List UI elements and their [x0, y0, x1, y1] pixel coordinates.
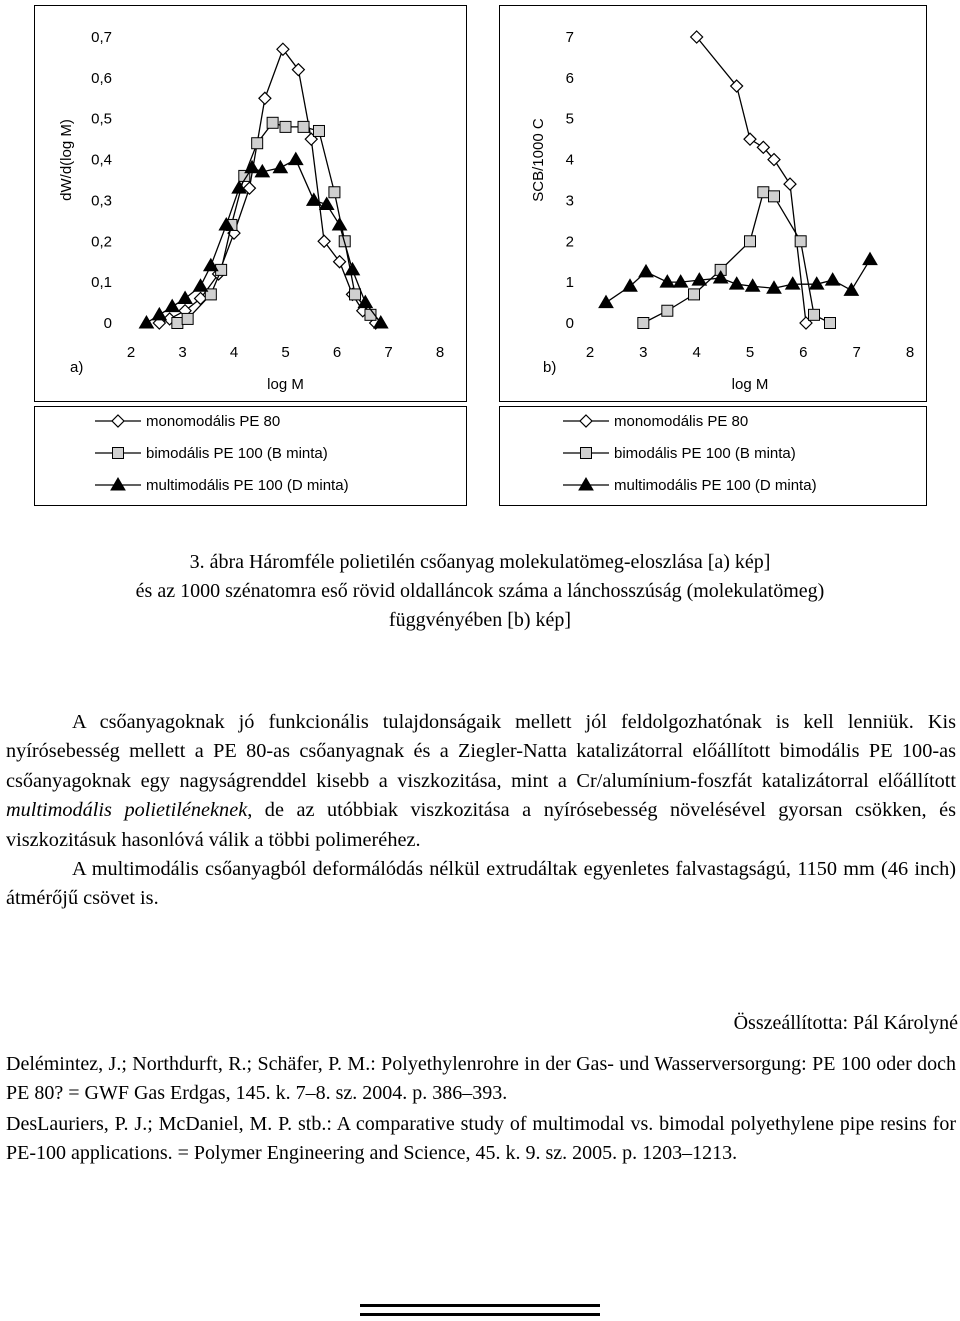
panel-label: b) [543, 359, 557, 376]
data-point-square [350, 289, 361, 300]
data-point-diamond [318, 235, 330, 247]
data-point-diamond [195, 292, 207, 304]
x-tick-label: 5 [745, 344, 755, 361]
data-point-square [182, 313, 193, 324]
series-line [643, 192, 830, 323]
figure-caption [0, 548, 960, 635]
data-point-triangle [178, 291, 192, 303]
reference-2: DesLauriers, P. J.; McDaniel, M. P. stb.: A comparative study of multimodal vs. bimodal polyethylene pipe resins for PE-100 applications. = Polymer Engineering and Science, 45. k. 9. sz. 2005. p. 1203–1213. [6, 1113, 956, 1164]
end-rule-bottom [360, 1313, 600, 1316]
reference-1: Delémintez, J.; Northdurft, R.; Schäfer, P. M.: Polyethylenrohre in der Gas- und Wasserversorgung: PE 100 oder doch PE 80? = GWF Gas Erdgas, 145. k. 7–8. sz. 2004. p. 386–393. [6, 1053, 956, 1104]
x-tick-label: 8 [905, 344, 915, 361]
data-point-triangle [333, 218, 347, 230]
legend-marker-triangle [579, 478, 593, 490]
body-text [6, 708, 956, 914]
y-axis-title: SCB/1000 C [530, 118, 547, 202]
series-line [159, 49, 375, 323]
y-tick-label: 6 [565, 69, 574, 87]
data-point-square [172, 318, 183, 329]
panel-label: a) [70, 359, 84, 376]
references [6, 1050, 956, 1170]
data-point-triangle [826, 273, 840, 285]
data-point-square [267, 117, 278, 128]
x-axis-title: log M [731, 376, 769, 393]
y-tick-label: 2 [565, 233, 574, 251]
data-point-triangle [289, 153, 303, 165]
signature: Összeállította: Pál Károlyné [733, 1012, 958, 1034]
y-tick-label: 0,3 [91, 192, 112, 210]
data-point-square [758, 187, 769, 198]
legend-marker-triangle [111, 478, 125, 490]
legend-label: monomodális PE 80 [146, 413, 281, 430]
legend-label: multimodális PE 100 (D minta) [146, 477, 349, 494]
data-point-triangle [152, 308, 166, 320]
legend-marker-diamond [580, 415, 592, 427]
data-point-square [313, 125, 324, 136]
data-point-square [662, 305, 673, 316]
data-point-square [329, 187, 340, 198]
data-point-diamond [744, 133, 756, 145]
x-tick-label: 3 [178, 344, 187, 361]
data-point-diamond [259, 92, 271, 104]
data-point-triangle [245, 161, 259, 173]
data-point-square [298, 121, 309, 132]
y-axis-title: dW/d(log M) [58, 119, 75, 201]
legend-label: monomodális PE 80 [614, 413, 749, 430]
data-point-diamond [277, 43, 289, 55]
data-point-diamond [292, 64, 304, 76]
y-tick-label: 0,1 [91, 274, 112, 292]
x-tick-label: 6 [799, 344, 808, 361]
chart-a [58, 29, 444, 393]
data-point-diamond [334, 256, 346, 268]
data-point-square [795, 236, 806, 247]
data-point-triangle [730, 277, 744, 289]
data-point-square [809, 309, 820, 320]
paragraph-1-part-2: , de az utóbbiak viszkozitása a nyírósebesség növelésével gyorsan csökken, és viszkozitásuk hasonlóvá válik a többi polimeréhez. [6, 799, 956, 851]
x-tick-label: 4 [692, 344, 701, 361]
data-point-square [638, 318, 649, 329]
caption-line-2: és az 1000 szénatomra eső rövid oldalláncok száma a lánchosszúság (molekulatömeg) [135, 580, 825, 602]
y-tick-label: 3 [565, 192, 574, 210]
legend-marker-diamond [112, 415, 124, 427]
y-tick-label: 5 [565, 110, 574, 128]
data-point-square [280, 121, 291, 132]
y-tick-label: 0,7 [91, 29, 112, 46]
paragraph-1-part-1: A csőanyagoknak jó funkcionális tulajdonságaik mellett jól feldolgozhatónak is kell lenniük. Kis nyírósebesség mellett a PE 80-as csőanyagnak és a Ziegler-Natta katalizátorral előállított bimodális PE 100-as csőanyagoknak egy nagyságrenddel kisebb a viszkozitása, mint a Cr/alumínium-foszfát katalizátorral előállított [6, 711, 956, 792]
legend-marker-square [113, 448, 124, 459]
y-tick-label: 0,6 [91, 69, 112, 87]
y-tick-label: 7 [565, 29, 574, 46]
x-tick-label: 8 [435, 344, 445, 361]
data-point-triangle [165, 300, 179, 312]
data-point-triangle [863, 253, 877, 265]
data-point-square [745, 236, 756, 247]
data-point-triangle [639, 265, 653, 277]
legend-label: bimodális PE 100 (B minta) [614, 445, 796, 462]
y-tick-label: 4 [565, 151, 574, 169]
data-point-triangle [786, 277, 800, 289]
y-tick-label: 0 [565, 315, 574, 332]
paragraph-2: A multimodális csőanyagból deformálódás nélkül extrudáltak egyenletes falvastagságú, 1150 mm (46 inch) átmérőjű csövet is. [6, 858, 956, 910]
x-tick-label: 3 [639, 344, 648, 361]
x-tick-label: 2 [585, 344, 595, 361]
data-point-triangle [273, 161, 287, 173]
caption-line-3: függvényében [b) kép] [388, 609, 572, 631]
x-tick-label: 7 [384, 344, 393, 361]
data-point-square [769, 191, 780, 202]
x-tick-label: 5 [281, 344, 290, 361]
legend-marker-square [581, 448, 592, 459]
x-axis-title: log M [267, 376, 304, 393]
x-tick-label: 6 [332, 344, 342, 361]
y-tick-label: 0,2 [91, 233, 112, 251]
legend-label: multimodális PE 100 (D minta) [614, 477, 817, 494]
data-point-triangle [194, 279, 208, 291]
y-tick-label: 0,5 [91, 110, 112, 128]
legend-label: bimodális PE 100 (B minta) [146, 445, 328, 462]
data-point-triangle [844, 283, 858, 295]
paragraph-1 [6, 708, 956, 855]
data-point-square [252, 138, 263, 149]
charts-svg [0, 0, 960, 520]
data-point-triangle [660, 275, 674, 287]
x-tick-label: 7 [852, 344, 861, 361]
y-tick-label: 0 [103, 315, 112, 332]
data-point-triangle [345, 263, 359, 275]
y-tick-label: 0,4 [91, 151, 112, 169]
data-point-diamond [784, 178, 796, 190]
data-point-triangle [139, 316, 153, 328]
data-point-triangle [599, 296, 613, 308]
legend-b [563, 413, 817, 494]
data-point-square [825, 318, 836, 329]
data-point-square [689, 289, 700, 300]
chart-b [530, 29, 914, 393]
y-tick-label: 1 [565, 274, 574, 292]
legend-a [95, 413, 349, 494]
caption-line-1: 3. ábra Háromféle polietilén csőanyag molekulatömeg-eloszlása [a) kép] [189, 551, 771, 573]
end-rule-top [360, 1304, 600, 1307]
x-tick-label: 2 [126, 344, 136, 361]
x-tick-label: 4 [229, 344, 239, 361]
paragraph-1-italic: multimodális polietiléneknek [6, 799, 248, 822]
